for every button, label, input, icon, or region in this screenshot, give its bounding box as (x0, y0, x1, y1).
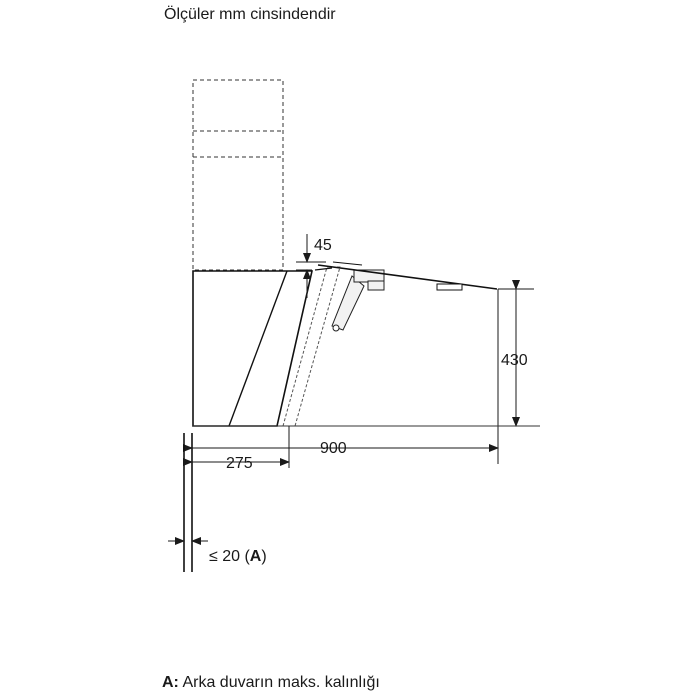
hood-body (193, 271, 312, 426)
dimension-wall-thickness-label: ≤ 20 (A) (209, 548, 267, 565)
dimension-430-label: 430 (501, 352, 528, 369)
footnote-key: A: (162, 674, 179, 691)
hinge-arm (332, 270, 384, 331)
dimension-430 (498, 289, 534, 464)
chimney-outline (193, 80, 283, 270)
dimension-275-label: 275 (226, 455, 253, 472)
dimension-45-label: 45 (314, 237, 332, 254)
page-title: Ölçüler mm cinsindendir (164, 6, 336, 23)
dimension-900-label: 900 (320, 440, 347, 457)
footnote-text: Arka duvarın maks. kalınlığı (178, 674, 380, 691)
rear-wall (184, 433, 192, 572)
top-panel (315, 262, 497, 290)
footnote (162, 674, 380, 692)
